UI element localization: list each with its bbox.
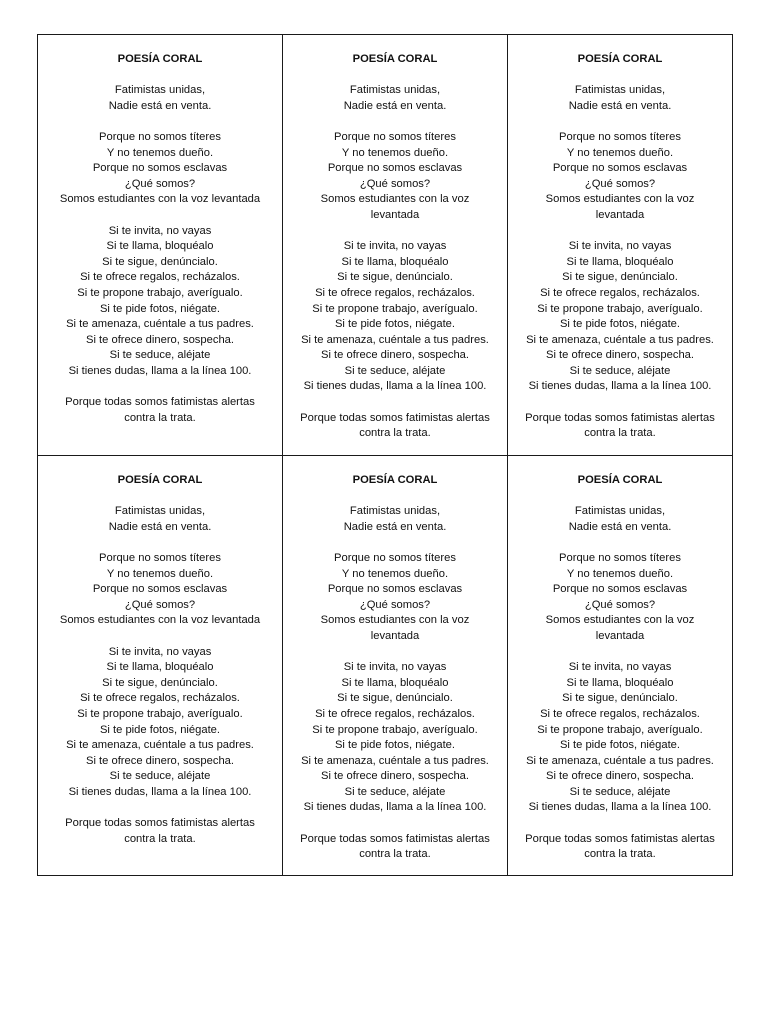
poem-line: Porque no somos esclavas [552,162,688,175]
poem-line: contra la trata. [584,427,656,440]
poem-stanza [38,816,282,847]
poem-line: Si te amenaza, cuéntale a tus padres. [526,333,714,346]
poem-line: Porque todas somos fatimistas alertas [300,832,490,845]
poem-line: Porque no somos títeres [334,551,456,564]
poem-line: Si te invita, no vayas [568,661,672,674]
poem-stanza [508,660,732,816]
poem-title: POESÍA CORAL [577,474,663,486]
poem-stanza [508,832,732,863]
poem-line: Si te pide fotos, niégate. [559,318,681,331]
poem-title: POESÍA CORAL [577,53,663,65]
poem-card-sheet [37,34,733,876]
poem-line: Porque no somos títeres [559,130,681,143]
poem-line: Si te pide fotos, niégate. [334,318,456,331]
poem-title: POESÍA CORAL [117,53,203,65]
poem-line: Si te invita, no vayas [108,224,212,237]
poem-stanza [38,130,282,208]
poem-line: ¿Qué somos? [584,177,656,190]
poem-line: Y no tenemos dueño. [106,146,214,159]
poem-line: Si te llama, bloquéalo [566,255,674,268]
poem-line: Si te sigue, denúncialo. [562,271,678,284]
poem-line: Si te amenaza, cuéntale a tus padres. [66,739,254,752]
poem-line: Si te seduce, aléjate [109,349,211,362]
poem-line: Si te seduce, aléjate [344,785,446,798]
poem-line: Porque todas somos fatimistas alertas [65,396,255,409]
poem-card [38,456,283,876]
poem-line: Y no tenemos dueño. [106,567,214,580]
poem-line: ¿Qué somos? [359,177,431,190]
poem-line: Si tienes dudas, llama a la línea 100. [303,380,487,393]
poem-card [283,35,508,456]
poem-line: Si te ofrece regalos, recházalos. [315,707,475,720]
poem-line: Porque no somos esclavas [327,162,463,175]
poem-line: Si tienes dudas, llama a la línea 100. [303,801,487,814]
poem-line: levantada [595,208,645,221]
poem-line: Si te pide fotos, niégate. [99,302,221,315]
poem-stanza [508,239,732,395]
poem-line: Si te amenaza, cuéntale a tus padres. [66,318,254,331]
poem-line: Si te llama, bloquéalo [106,240,214,253]
poem-stanza [38,504,282,535]
poem-line: Porque todas somos fatimistas alertas [300,411,490,424]
poem-line: Si tienes dudas, llama a la línea 100. [528,801,712,814]
poem-stanza [283,130,507,224]
poem-line: Si te llama, bloquéalo [106,661,214,674]
poem-card [508,456,732,876]
poem-line: Si te ofrece regalos, recházalos. [80,271,240,284]
poem-line: Porque no somos esclavas [92,583,228,596]
poem-line: ¿Qué somos? [359,598,431,611]
poem-line: Y no tenemos dueño. [341,146,449,159]
poem-line: Nadie está en venta. [108,520,212,533]
poem-line: Porque no somos títeres [559,551,681,564]
poem-line: contra la trata. [584,848,656,861]
poem-line: Si te pide fotos, niégate. [334,739,456,752]
poem-stanza [283,411,507,442]
poem-line: Si te sigue, denúncialo. [562,692,678,705]
poem-line: Somos estudiantes con la voz [545,193,695,206]
poem-line: Si te seduce, aléjate [569,785,671,798]
poem-line: Si te llama, bloquéalo [341,676,449,689]
poem-line: Somos estudiantes con la voz [320,614,470,627]
poem-title: POESÍA CORAL [117,474,203,486]
poem-line: ¿Qué somos? [124,598,196,611]
poem-line: Nadie está en venta. [568,520,672,533]
poem-line: Porque no somos títeres [334,130,456,143]
poem-line: Fatimistas unidas, [574,84,666,97]
poem-line: Si tienes dudas, llama a la línea 100. [68,364,252,377]
poem-line: Si tienes dudas, llama a la línea 100. [68,785,252,798]
poem-line: Fatimistas unidas, [574,505,666,518]
poem-line: Si te sigue, denúncialo. [102,255,218,268]
poem-line: Porque no somos esclavas [92,162,228,175]
poem-line: Porque todas somos fatimistas alertas [525,411,715,424]
poem-line: Nadie está en venta. [343,520,447,533]
poem-stanza [38,83,282,114]
poem-line: Si te sigue, denúncialo. [337,692,453,705]
poem-line: Si te ofrece regalos, recházalos. [540,707,700,720]
poem-line: Porque no somos títeres [99,551,221,564]
poem-line: Porque no somos títeres [99,130,221,143]
poem-line: Si te propone trabajo, averígualo. [312,723,478,736]
poem-line: Fatimistas unidas, [114,84,206,97]
poem-line: Si te ofrece dinero, sospecha. [545,770,694,783]
poem-line: Si te llama, bloquéalo [341,255,449,268]
poem-line: Somos estudiantes con la voz [320,193,470,206]
poem-stanza [38,395,282,426]
poem-line: Si te invita, no vayas [108,645,212,658]
poem-stanza [38,645,282,801]
poem-line: levantada [370,208,420,221]
poem-line: Porque todas somos fatimistas alertas [65,817,255,830]
poem-line: Y no tenemos dueño. [566,567,674,580]
poem-card [38,35,283,456]
poem-line: Porque no somos esclavas [552,583,688,596]
poem-stanza [508,83,732,114]
poem-line: Si te propone trabajo, averígualo. [537,723,703,736]
poem-line: Si te sigue, denúncialo. [337,271,453,284]
poem-stanza [283,239,507,395]
poem-line: Nadie está en venta. [568,99,672,112]
poem-card [508,35,732,456]
poem-line: Si te invita, no vayas [568,240,672,253]
poem-line: Si te propone trabajo, averígualo. [312,302,478,315]
poem-line: Somos estudiantes con la voz levantada [59,614,261,627]
poem-line: Si te invita, no vayas [343,240,447,253]
poem-title: POESÍA CORAL [352,474,438,486]
poem-stanza [283,83,507,114]
poem-line: Si te propone trabajo, averígualo. [537,302,703,315]
poem-line: Si te amenaza, cuéntale a tus padres. [301,333,489,346]
poem-line: Si te propone trabajo, averígualo. [77,707,243,720]
poem-line: Si tienes dudas, llama a la línea 100. [528,380,712,393]
poem-stanza [38,224,282,380]
poem-stanza [283,504,507,535]
poem-line: Si te ofrece regalos, recházalos. [315,286,475,299]
poem-stanza [508,130,732,224]
poem-line: Si te ofrece dinero, sospecha. [85,754,234,767]
poem-line: ¿Qué somos? [584,598,656,611]
poem-line: Si te llama, bloquéalo [566,676,674,689]
poem-stanza [283,832,507,863]
poem-line: Si te ofrece dinero, sospecha. [545,349,694,362]
poem-line: Somos estudiantes con la voz levantada [59,193,261,206]
poem-line: Si te sigue, denúncialo. [102,676,218,689]
poem-line: Si te seduce, aléjate [109,770,211,783]
poem-line: Si te seduce, aléjate [344,364,446,377]
poem-line: Si te ofrece dinero, sospecha. [320,349,469,362]
poem-line: Si te seduce, aléjate [569,364,671,377]
poem-stanza [283,551,507,645]
poem-line: contra la trata. [359,848,431,861]
poem-stanza [508,411,732,442]
poem-line: Y no tenemos dueño. [566,146,674,159]
poem-card [283,456,508,876]
poem-line: Nadie está en venta. [108,99,212,112]
poem-line: Fatimistas unidas, [349,505,441,518]
poem-line: Si te pide fotos, niégate. [559,739,681,752]
poem-line: contra la trata. [359,427,431,440]
poem-line: Fatimistas unidas, [349,84,441,97]
poem-line: Si te ofrece regalos, recházalos. [540,286,700,299]
poem-line: Si te amenaza, cuéntale a tus padres. [526,754,714,767]
poem-line: Somos estudiantes con la voz [545,614,695,627]
poem-line: Si te propone trabajo, averígualo. [77,286,243,299]
poem-line: Porque no somos esclavas [327,583,463,596]
poem-line: ¿Qué somos? [124,177,196,190]
poem-line: Si te ofrece dinero, sospecha. [320,770,469,783]
poem-line: Si te invita, no vayas [343,661,447,674]
poem-line: Si te amenaza, cuéntale a tus padres. [301,754,489,767]
poem-stanza [508,551,732,645]
poem-line: Si te ofrece dinero, sospecha. [85,333,234,346]
poem-line: Y no tenemos dueño. [341,567,449,580]
poem-line: contra la trata. [124,832,196,845]
poem-line: levantada [595,629,645,642]
poem-line: Si te pide fotos, niégate. [99,723,221,736]
poem-line: contra la trata. [124,411,196,424]
poem-line: levantada [370,629,420,642]
poem-line: Porque todas somos fatimistas alertas [525,832,715,845]
poem-stanza [38,551,282,629]
poem-line: Si te ofrece regalos, recházalos. [80,692,240,705]
poem-line: Fatimistas unidas, [114,505,206,518]
poem-stanza [508,504,732,535]
poem-line: Nadie está en venta. [343,99,447,112]
poem-stanza [283,660,507,816]
poem-title: POESÍA CORAL [352,53,438,65]
